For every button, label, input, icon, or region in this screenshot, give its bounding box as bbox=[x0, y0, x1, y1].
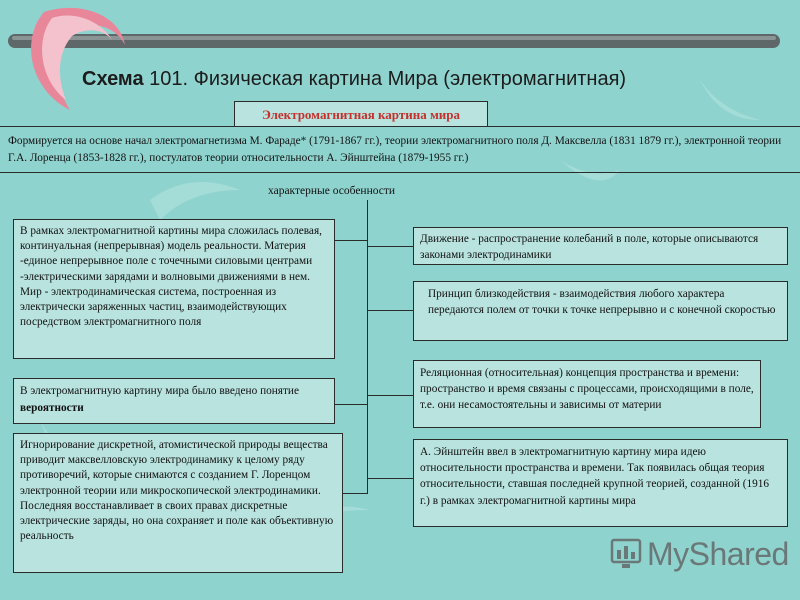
myshared-logo: MyShared bbox=[647, 536, 789, 572]
intro-top-rule bbox=[0, 126, 800, 127]
connector-left-3 bbox=[343, 493, 367, 494]
left-box-discrete-nature: Игнорирование дискретной, атомистической природы вещества приводит максвелловскую электродинамику к целому ряду противоречий, которые снимаются с созданием Г. Лоренцом электронной теории или микроскопической электродинамики. Последняя восстанавливает в своих правах дискретные электрические заряды, но она сохраняет и поле как объективную реальность bbox=[13, 433, 343, 573]
left-box-probability-term: вероятности bbox=[20, 402, 84, 414]
connector-left-1 bbox=[335, 240, 367, 241]
connector-right-2 bbox=[367, 310, 413, 311]
left-box-probability-text: В электромагнитную картину мира было введено понятие bbox=[20, 385, 299, 397]
slide-title bbox=[82, 68, 626, 91]
intro-bottom-rule bbox=[0, 172, 800, 173]
left-box-probability bbox=[13, 378, 335, 424]
connector-right-4 bbox=[367, 478, 413, 479]
connector-right-3 bbox=[367, 395, 413, 396]
connector-right-1 bbox=[367, 246, 413, 247]
connector-left-2 bbox=[335, 404, 367, 405]
right-box-relational-concept: Реляционная (относительная) концепция пространства и времени: пространство и время связаны с процессами, происходящими в поле, т.е. они несамостоятельны и зависимы от материи bbox=[413, 360, 761, 428]
myshared-logo-icon bbox=[610, 537, 644, 571]
right-box-einstein: А. Эйнштейн ввел в электромагнитную картину мира идею относительности пространства и времени. Так появилась общая теория относительности, ставшая последней крупной теорией, созданной (1916 г.) в рамках электромагнитной картины мира bbox=[413, 439, 788, 527]
slide-title-text: 101. Физическая картина Мира (электромагнитная) bbox=[143, 68, 627, 90]
slide-title-number-prefix: Схема bbox=[82, 68, 144, 90]
diagram-header: Электромагнитная картина мира bbox=[234, 101, 488, 127]
section-label: характерные особенности bbox=[268, 185, 396, 197]
intro-text: Формируется на основе начал электромагнетизма М. Фараде* (1791-1867 гг.), теории электромагнитного поля Д. Максвелла (1831 1879 гг.), электронной теории Г.А. Лоренца (1853-1828 гг.), постулатов теории относительности А. Эйнштейна (1879-1955 гг.) bbox=[8, 135, 782, 164]
right-box-short-range: Принцип близкодействия - взаимодействия любого характера передаются полем от точки к точке непрерывно и с конечной скоростью bbox=[413, 281, 788, 341]
left-box-field-model: В рамках электромагнитной картины мира сложилась полевая, континуальная (непрерывная) модель реальности. Материя -единое непрерывное поле с точечными силовыми центрами -электрическими зарядами и волновыми движениями в нем. Мир - электродинамическая система, построенная из электрически заряженных частиц, взаимодействующих посредством электромагнитного поля bbox=[13, 219, 335, 359]
connector-trunk bbox=[367, 200, 368, 494]
right-box-motion: Движение - распространение колебаний в поле, которые описываются законами электродинамики bbox=[413, 227, 788, 265]
